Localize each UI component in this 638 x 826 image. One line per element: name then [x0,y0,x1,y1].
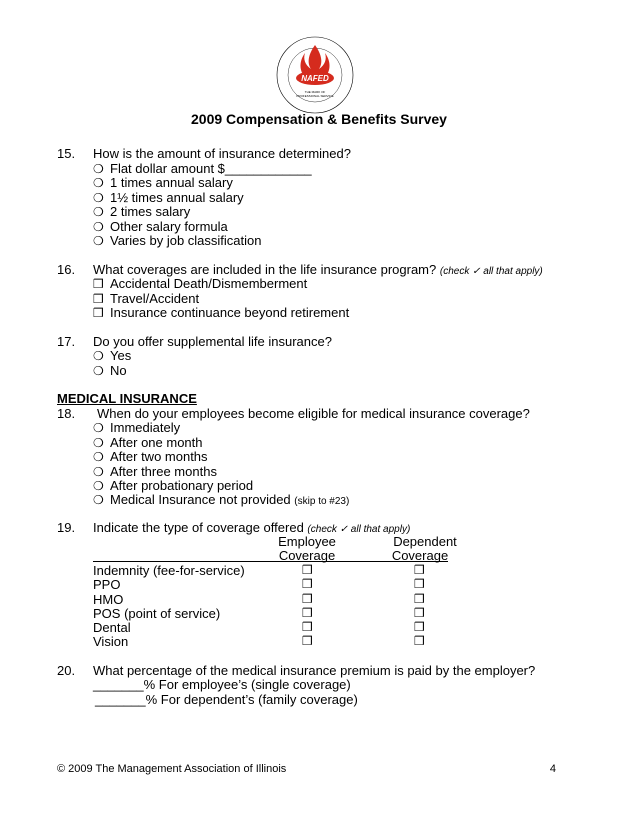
nafed-logo [275,35,355,115]
radio-circle-icon: ❍ [93,364,104,378]
radio-option[interactable]: ❍ After two months [93,449,208,464]
radio-circle-icon: ❍ [93,176,104,190]
checkbox-icon[interactable]: ❒ [414,592,425,606]
question-number: 20. [57,663,76,678]
radio-circle-icon: ❍ [93,436,104,450]
question-number: 16. [57,262,76,277]
question-text: Do you offer supplemental life insurance? [93,334,332,349]
section-heading: MEDICAL INSURANCE [57,391,197,406]
question-text: How is the amount of insurance determined? [93,146,351,161]
checkbox-icon[interactable]: ❒ [414,634,425,648]
radio-option[interactable]: ❍ After probationary period [93,478,254,493]
radio-circle-icon: ❍ [93,234,104,248]
radio-circle-icon: ❍ [93,493,104,507]
svg-text:NAFED: NAFED [301,74,329,83]
checkbox-icon[interactable]: ❒ [414,563,425,577]
radio-circle-icon: ❍ [93,162,104,176]
checkbox-option[interactable]: ❒ Accidental Death/Dismemberment [93,276,308,291]
checkbox-icon[interactable]: ❒ [302,592,313,606]
radio-option[interactable]: ❍ After three months [93,464,217,479]
skip-note: (skip to #23) [294,496,350,507]
table-row-label: HMO [93,592,124,607]
table-row-label: POS (point of service) [93,606,221,621]
question-note: (check ✓ all that apply) [307,524,411,535]
svg-text:PROFESSIONAL SERVICE: PROFESSIONAL SERVICE [296,94,334,98]
percentage-field[interactable]: _______% For employee’s (single coverage) [93,677,351,692]
checkbox-icon: ❒ [93,277,104,291]
checkbox-icon[interactable]: ❒ [414,606,425,620]
page-title: 2009 Compensation & Benefits Survey [191,111,447,127]
svg-text:THE MARK OF: THE MARK OF [304,90,326,94]
radio-circle-icon: ❍ [93,465,104,479]
question-number: 17. [57,334,76,349]
question-text: What percentage of the medical insurance premium is paid by the employer? [93,663,536,678]
radio-circle-icon: ❍ [93,349,104,363]
question-text: Indicate the type of coverage offered (check ✓ all that apply) [93,520,411,535]
question-number: 18. [57,406,76,421]
table-header-rule [93,561,448,562]
checkbox-icon[interactable]: ❒ [302,577,313,591]
radio-option[interactable]: ❍ No [93,363,127,378]
radio-option[interactable]: ❍ Yes [93,348,132,363]
checkbox-icon[interactable]: ❒ [302,620,313,634]
question-number: 19. [57,520,76,535]
column-header-dependent: Dependent [393,534,457,549]
radio-option[interactable]: ❍ Other salary formula [93,219,228,234]
radio-option[interactable]: ❍ 1 times annual salary [93,175,233,190]
table-row-label: PPO [93,577,121,592]
checkbox-icon: ❒ [93,306,104,320]
table-row-label: Indemnity (fee-for-service) [93,563,245,578]
checkbox-option[interactable]: ❒ Travel/Accident [93,291,200,306]
table-row-label: Vision [93,634,129,649]
checkbox-icon[interactable]: ❒ [414,577,425,591]
checkbox-icon[interactable]: ❒ [302,634,313,648]
column-header-employee: Employee [278,534,336,549]
radio-circle-icon: ❍ [93,450,104,464]
radio-option[interactable]: ❍ Medical Insurance not provided (skip to #23) [93,492,350,507]
radio-option[interactable]: ❍ Immediately [93,420,181,435]
footer-copyright: © 2009 The Management Association of Illinois [57,763,287,775]
column-header-dependent: Coverage [391,548,449,563]
radio-circle-icon: ❍ [93,191,104,205]
radio-circle-icon: ❍ [93,205,104,219]
table-row-label: Dental [93,620,131,635]
checkbox-icon[interactable]: ❒ [302,606,313,620]
question-text: What coverages are included in the life insurance program? (check ✓ all that apply) [93,262,543,277]
checkbox-icon[interactable]: ❒ [302,563,313,577]
checkbox-icon[interactable]: ❒ [414,620,425,634]
checkbox-option[interactable]: ❒ Insurance continuance beyond retirement [93,305,350,320]
radio-circle-icon: ❍ [93,421,104,435]
column-header-employee: Coverage [278,548,336,563]
radio-option[interactable]: ❍ 2 times salary [93,204,191,219]
question-text: When do your employees become eligible for medical insurance coverage? [97,406,530,421]
question-note: (check ✓ all that apply) [439,266,543,277]
radio-option[interactable]: ❍ Flat dollar amount $____________ [93,161,312,176]
radio-circle-icon: ❍ [93,479,104,493]
radio-option[interactable]: ❍ After one month [93,435,203,450]
percentage-field[interactable]: _______% For dependent’s (family coverage) [95,692,358,707]
radio-option[interactable]: ❍ 1½ times annual salary [93,190,244,205]
page-number: 4 [549,763,556,775]
question-number: 15. [57,146,76,161]
radio-option[interactable]: ❍ Varies by job classification [93,233,262,248]
checkbox-icon: ❒ [93,292,104,306]
radio-circle-icon: ❍ [93,220,104,234]
